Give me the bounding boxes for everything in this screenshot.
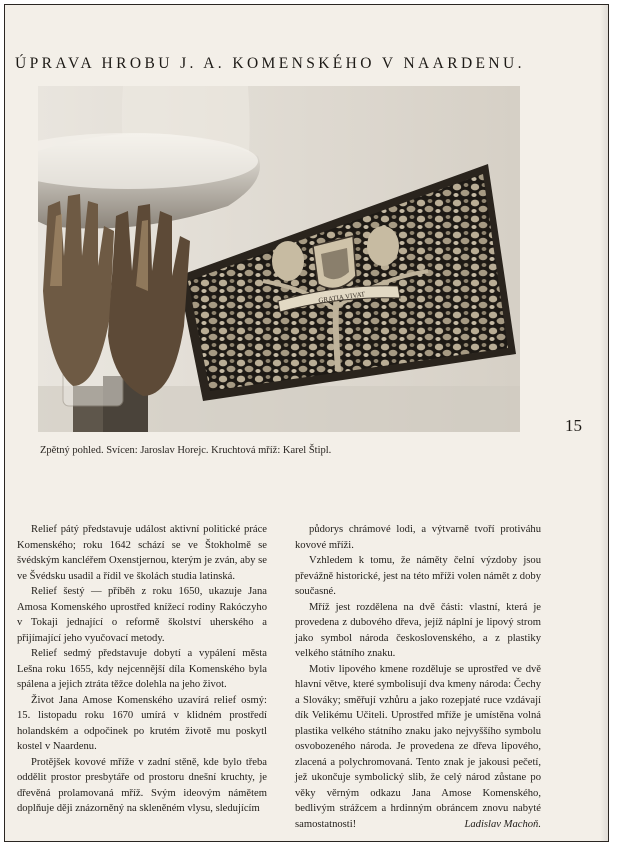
text-column-right [295, 522, 541, 832]
photograph [38, 86, 520, 432]
text-column-left [17, 522, 267, 817]
book-page [4, 4, 609, 842]
photo-illustration [38, 86, 520, 432]
paragraph: Mříž jest rozdělena na dvě části: vlastní, která je provedena z dubového dřeva, jejíž náplní je lipový strom jako symbol národa československého, a z plastiky velkého státního znaku. [295, 601, 541, 659]
paragraph: Protějšek kovové mříže v zadní stěně, kde bylo třeba oddělit prostor presbytáře od prostoru dnešní kruchty, je dřevěná prolamovaná mříž. Svým ideovým námětem doplňuje ději znázorněný na skleněném vlysu, sledujícím [17, 756, 267, 814]
page-edge-shadow [600, 5, 608, 841]
paragraph: Život Jana Amose Komenského uzavírá relief osmý: 15. listopadu roku 1670 umírá v klidném prostředí holandském a odpočinek po krutém životě mu poskytl kostel v Naardenu. [17, 694, 267, 752]
photo-caption: Zpětný pohled. Svícen: Jaroslav Horejc. Kruchtová mříž: Karel Štipl. [40, 445, 332, 456]
paragraph: Vzhledem k tomu, že náměty čelní výzdoby jsou převážně historické, jest na této mříži volen námět z doby současné. [295, 555, 541, 597]
paragraph: půdorys chrámové lodi, a výtvarně tvoří protiváhu kovové mříži. [295, 524, 541, 551]
paragraph: Relief pátý představuje událost aktivní politické práce Komenského; roku 1642 schází se ve Štokholmě se švédským kancléřem Oxenstjernou, kterým je zván, aby se ve Švédsku usadil a řídil ve školách studia latinská. [17, 524, 267, 582]
page-title: ÚPRAVA HROBU J. A. KOMENSKÉHO V NAARDENU. [15, 55, 525, 72]
paragraph: Motiv lipového kmene rozděluje se uprostřed ve dvě hlavní větve, které symbolisují dva kmeny národa: Čechy a Slováky; směřují vzhůru a jako rozepjaté ruce vzdávají dík Velikému Učiteli. Uprostřed mříže je umístěna volná plastika velkého státního znaku jako nejvyššího symbolu osvobozeného národa. Je provedena ze dřeva lipového, zlacená a polychromovaná. Tento znak je jakousi pečetí, jež ukončuje symbolický slib, že celý národ zůstane po věky věrným odkazu Jana Amose Komenského, bedlivým strážcem a hrdinným obráncem znovu nabyté samostatnosti! [295, 663, 541, 830]
paragraph: Relief šestý — příběh z roku 1650, ukazuje Jana Amosa Komenského uprostřed knížecí rodiny Rakóczyho v Tokaji jednající o reformě školství uherského a přijímající jeho vyučovací metody. [17, 586, 267, 644]
page-number: 15 [565, 416, 582, 435]
paragraph: Relief sedmý představuje dobytí a vypálení města Lešna roku 1655, kdy nejcennější díla Komenského byla spálena a jejich ztráta těžce dolehla na jeho život. [17, 648, 267, 690]
banner-text: GRATIA VIVAT [317, 290, 366, 305]
author-signature: Ladislav Machoň. [464, 818, 541, 830]
